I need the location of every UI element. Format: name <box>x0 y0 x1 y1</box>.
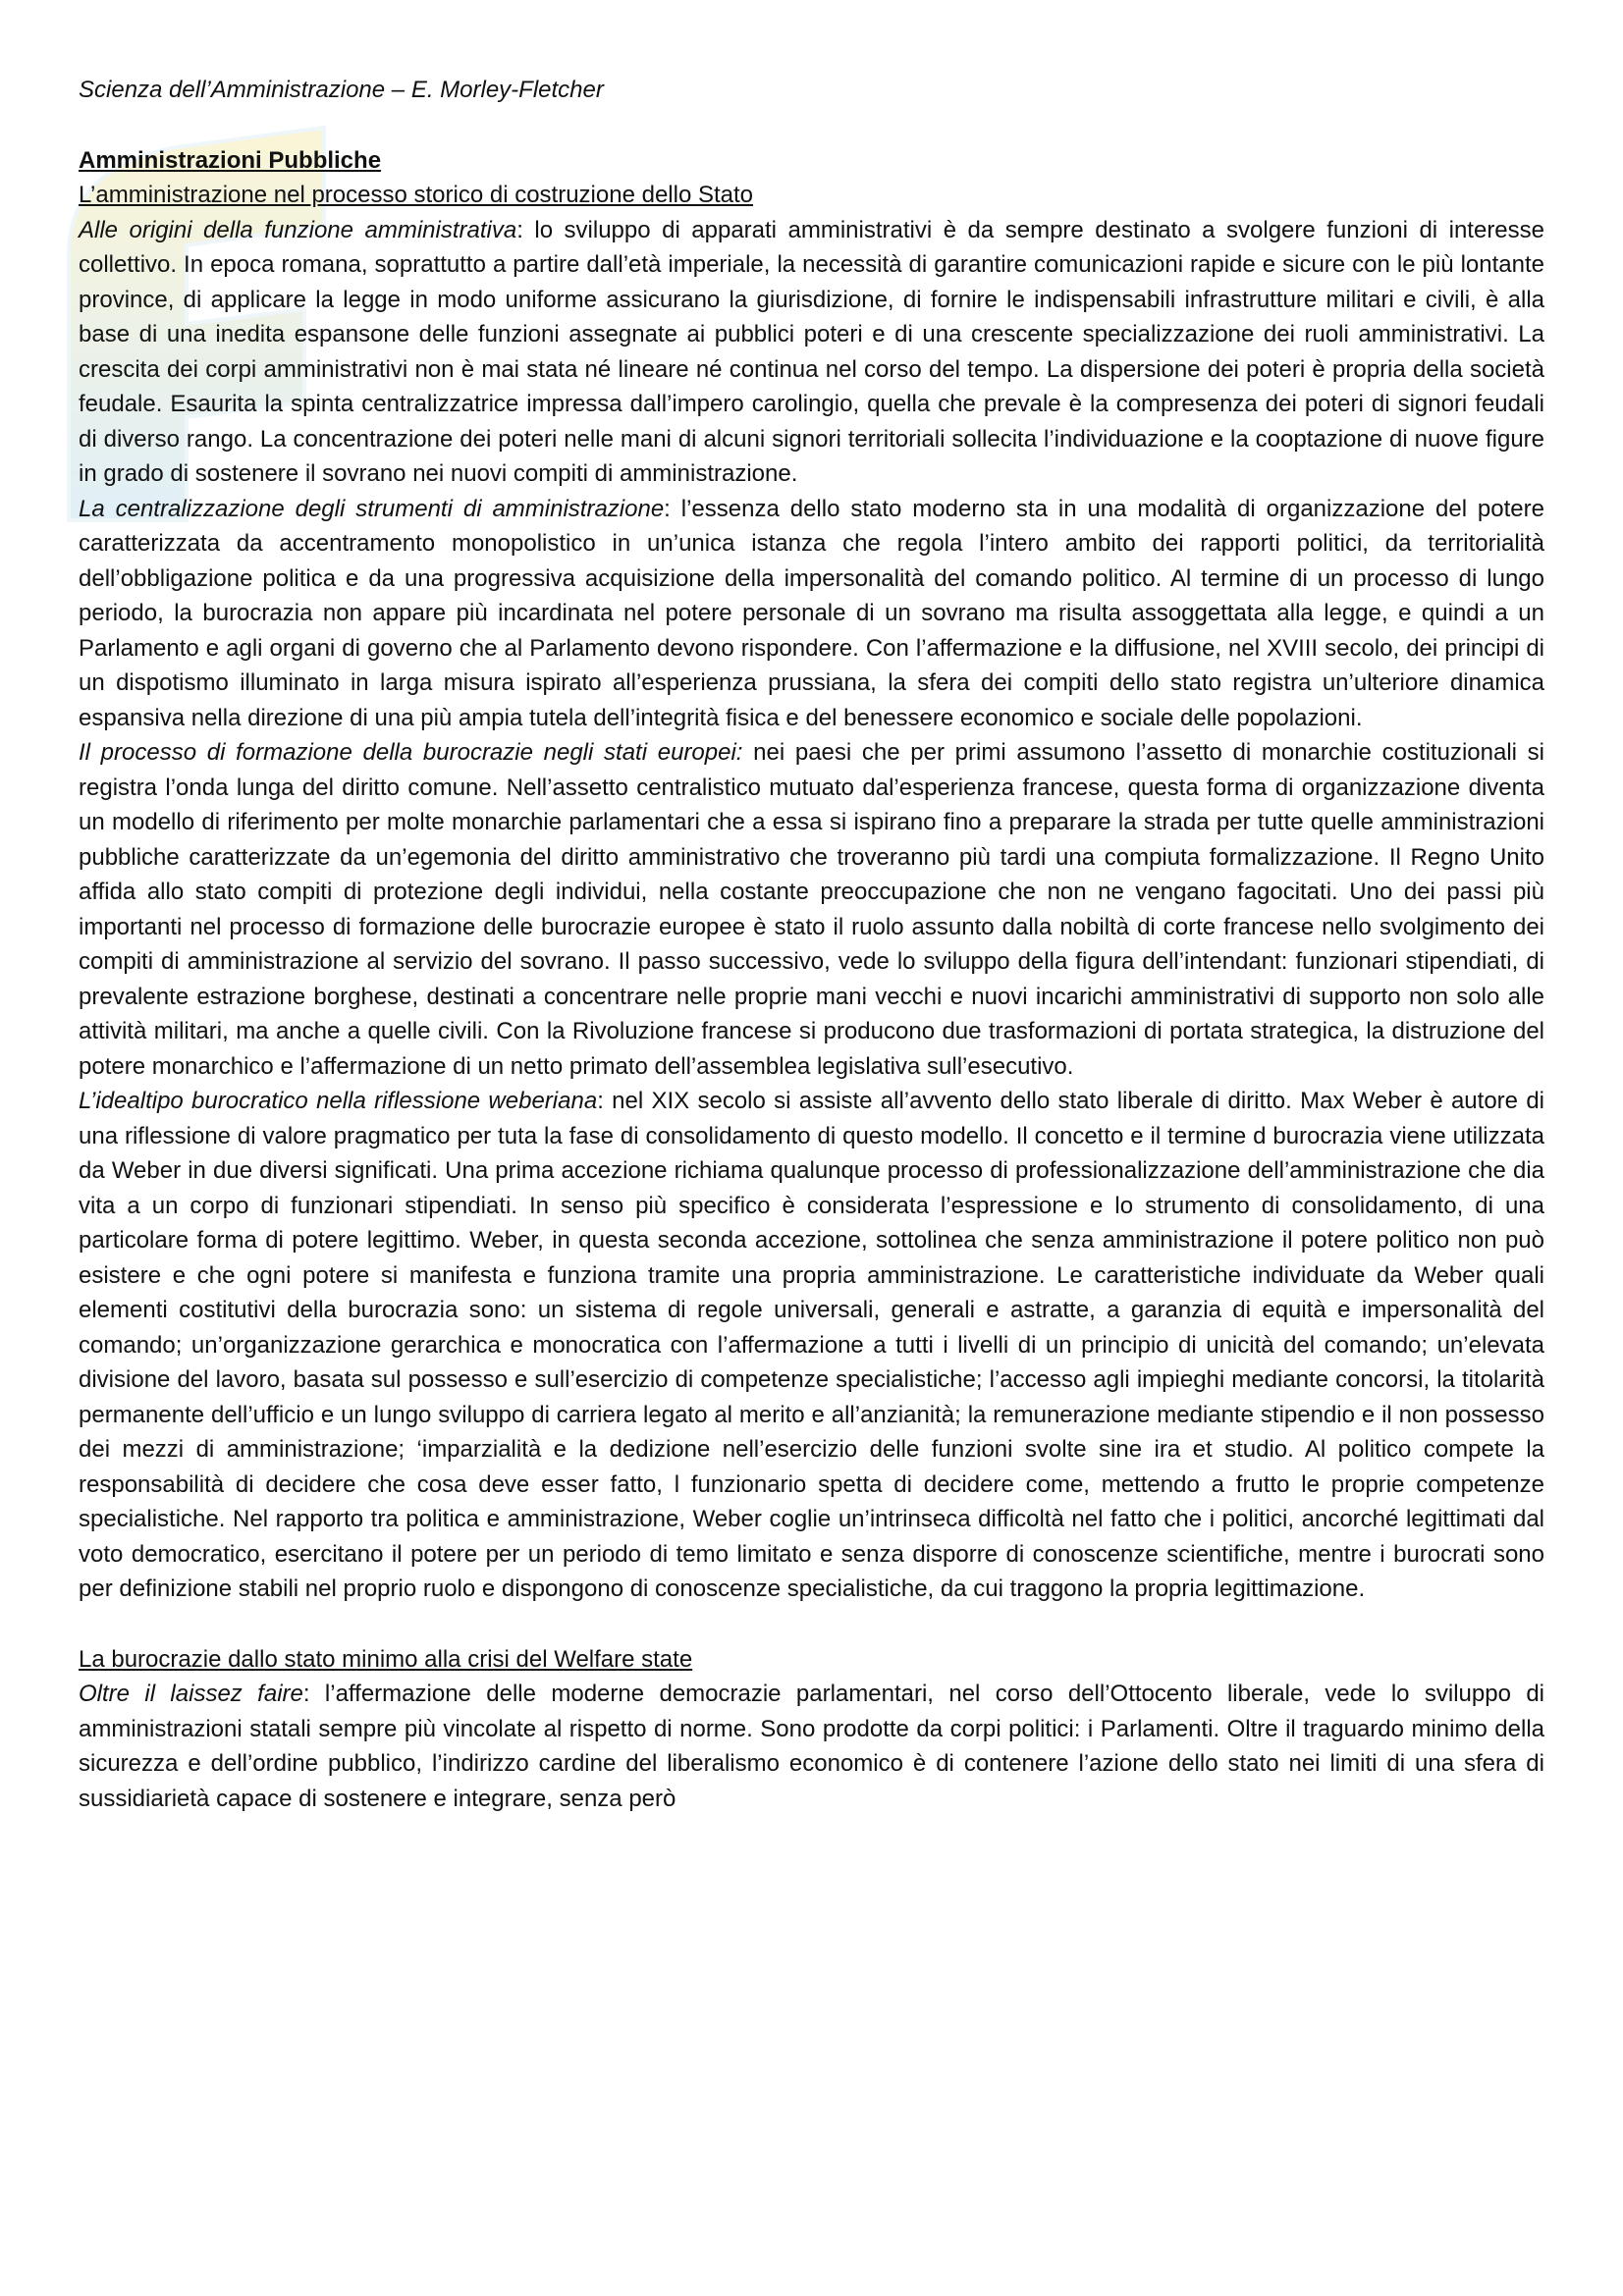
paragraph-text: : l’essenza dello stato moderno sta in una modalità di organizzazione del potere caratterizzata da accentramento monopolistico in un’unica istanza che regola l’intero ambito dei rapporti politici, da territorialità dell’obbligazione politica e da una progressiva acquisizione della impersonalità del comando politico. Al termine di un processo di lungo periodo, la burocrazia non appare più incardinata nel potere personale di un sovrano ma risulta assoggettata alla legge, e quindi a un Parlamento e agli organi di governo che al Parlamento devono rispondere. Con l’affermazione e la diffusione, nel XVIII secolo, dei principi di un dispotismo illuminato in larga misura ispirato all’esperienza prussiana, la sfera dei compiti dello stato registra un’ulteriore dinamica espansiva nella direzione di una più ampia tutela dell’integrità fisica e del benessere economico e sociale delle popolazioni. <box>79 495 1544 731</box>
paragraph-lead: Oltre il laissez faire <box>79 1681 303 1707</box>
paragraph-lead: L’idealtipo burocratico nella riflessione weberiana <box>79 1088 598 1114</box>
paragraph-lead: La centralizzazione degli strumenti di amministrazione <box>79 495 665 522</box>
paragraph <box>79 1084 1544 1607</box>
document-body <box>79 73 1544 1816</box>
paragraph-text: : lo sviluppo di apparati amministrativi è da sempre destinato a svolgere funzioni di interesse collettivo. In epoca romana, soprattutto a partire dall’età imperiale, la necessità di garantire comunicazioni rapide e sicure con le più lontante province, di applicare la legge in modo uniforme assicurano la giurisdizione, di fornire le indispensabili infrastrutture militari e civili, è alla base di una inedita espansone delle funzioni assegnate ai pubblici poteri e di una crescente specializzazione dei ruoli amministrativi. La crescita dei corpi amministrativi non è mai stata né lineare né continua nel corso del tempo. La dispersione dei poteri è propria della società feudale. Esaurita la spinta centralizzatrice impressa dall’impero carolingio, quella che prevale è la compresenza dei poteri di signori feudali di diverso rango. La concentrazione dei poteri nelle mani di alcuni signori territoriali sollecita l’individuazione e la cooptazione di nuove figure in grado di sostenere il sovrano nei nuovi compiti di amministrazione. <box>79 216 1545 487</box>
paragraph-text: nei paesi che per primi assumono l’assetto di monarchie costituzionali si registra l’onda lunga del diritto comune. Nell’assetto centralistico mutuato dal’esperienza francese, questa forma di organizzazione diventa un modello di riferimento per molte monarchie parlamentari che a essa si ispirano fino a preparare la strada per tutte quelle amministrazioni pubbliche caratterizzate da un’egemonia del diritto amministrativo che troveranno più tardi una compiuta formalizzazione. Il Regno Unito affida allo stato compiti di protezione degli individui, nella costante preoccupazione che non ne vengano fagocitati. Uno dei passi più importanti nel processo di formazione delle burocrazie europee è stato il ruolo assunto dalla nobiltà di corte francese nello svolgimento dei compiti di amministrazione al servizio del sovrano. Il passo successivo, vede lo sviluppo della figura dell’intendant: funzionari stipendiati, di prevalente estrazione borghese, destinati a concentrare nelle proprie mani vecchi e nuovi incarichi amministrativi di supporto non solo alle attività militari, ma anche a quelle civili. Con la Rivoluzione francese si producono due trasformazioni di portata strategica, la distruzione del potere monarchico e l’affermazione di un netto primato dell’assemblea legislativa sull’esecutivo. <box>79 739 1545 1080</box>
paragraph-lead: Alle origini della funzione amministrativa <box>79 216 517 243</box>
paragraph <box>79 735 1544 1084</box>
paragraph <box>79 492 1544 736</box>
paragraph-text: : l’affermazione delle moderne democrazie parlamentari, nel corso dell’Ottocento liberale, vede lo sviluppo di amministrazioni statali sempre più vincolate al rispetto di norme. Sono prodotte da corpi politici: i Parlamenti. Oltre il traguardo minimo della sicurezza e dell’ordine pubblico, l’indirizzo cardine del liberalismo economico è di contenere l’azione dello stato nei limiti di una sfera di sussidiarietà capace di sostenere e integrare, senza però <box>79 1681 1544 1812</box>
main-heading: Amministrazioni Pubbliche <box>79 146 382 174</box>
paragraph <box>79 213 1544 492</box>
document-title: Scienza dell’Amministrazione – E. Morley-Fletcher <box>79 77 604 103</box>
section-heading: L’amministrazione nel processo storico di costruzione dello Stato <box>79 182 754 208</box>
section-heading: La burocrazie dallo stato minimo alla crisi del Welfare state <box>79 1645 693 1673</box>
paragraph-lead: Il processo di formazione della burocrazie negli stati europei: <box>79 739 743 766</box>
paragraph-text: : nel XIX secolo si assiste all’avvento dello stato liberale di diritto. Max Weber è autore di una riflessione di valore pragmatico per tuta la fase di consolidamento di questo modello. Il concetto e il termine d burocrazia viene utilizzata da Weber in due diversi significati. Una prima accezione richiama qualunque processo di professionalizzazione dell’amministrazione che dia vita a un corpo di funzionari stipendiati. In senso più specifico è considerata l’espressione e lo strumento di consolidamento, di una particolare forma di potere legittimo. Weber, in questa seconda accezione, sottolinea che senza amministrazione il potere politico non può esistere e che ogni potere si manifesta e funziona tramite una propria amministrazione. Le caratteristiche individuate da Weber quali elementi costitutivi della burocrazia sono: un sistema di regole universali, generali e astratte, a garanzia di equità e impersonalità del comando; un’organizzazione gerarchica e monocratica con l’affermazione a tutti i livelli di un principio di unicità del comando; un’elevata divisione del lavoro, basata sul possesso e sull’esercizio di competenze specialistiche; l’accesso agli impieghi mediante concorsi, la titolarità permanente dell’ufficio e un lungo sviluppo di carriera legato al merito e all’anzianità; la remunerazione mediante stipendio e il non possesso dei mezzi di amministrazione; ‘imparzialità e la dedizione nell’esercizio delle funzioni svolte sine ira et studio. Al politico compete la responsabilità di decidere che cosa deve esser fatto, l funzionario spetta di decidere come, mettendo a frutto le proprie competenze specialistiche. Nel rapporto tra politica e amministrazione, Weber coglie un’intrinseca difficoltà nel fatto che i politici, ancorché legittimati dal voto democratico, esercitano il potere per un periodo di temo limitato e senza disporre di conoscenze scientifiche, mentre i burocrati sono per definizione stabili nel proprio ruolo e dispongono di conoscenze specialistiche, da cui traggono la propria legittimazione. <box>79 1088 1544 1602</box>
paragraph <box>79 1677 1544 1816</box>
